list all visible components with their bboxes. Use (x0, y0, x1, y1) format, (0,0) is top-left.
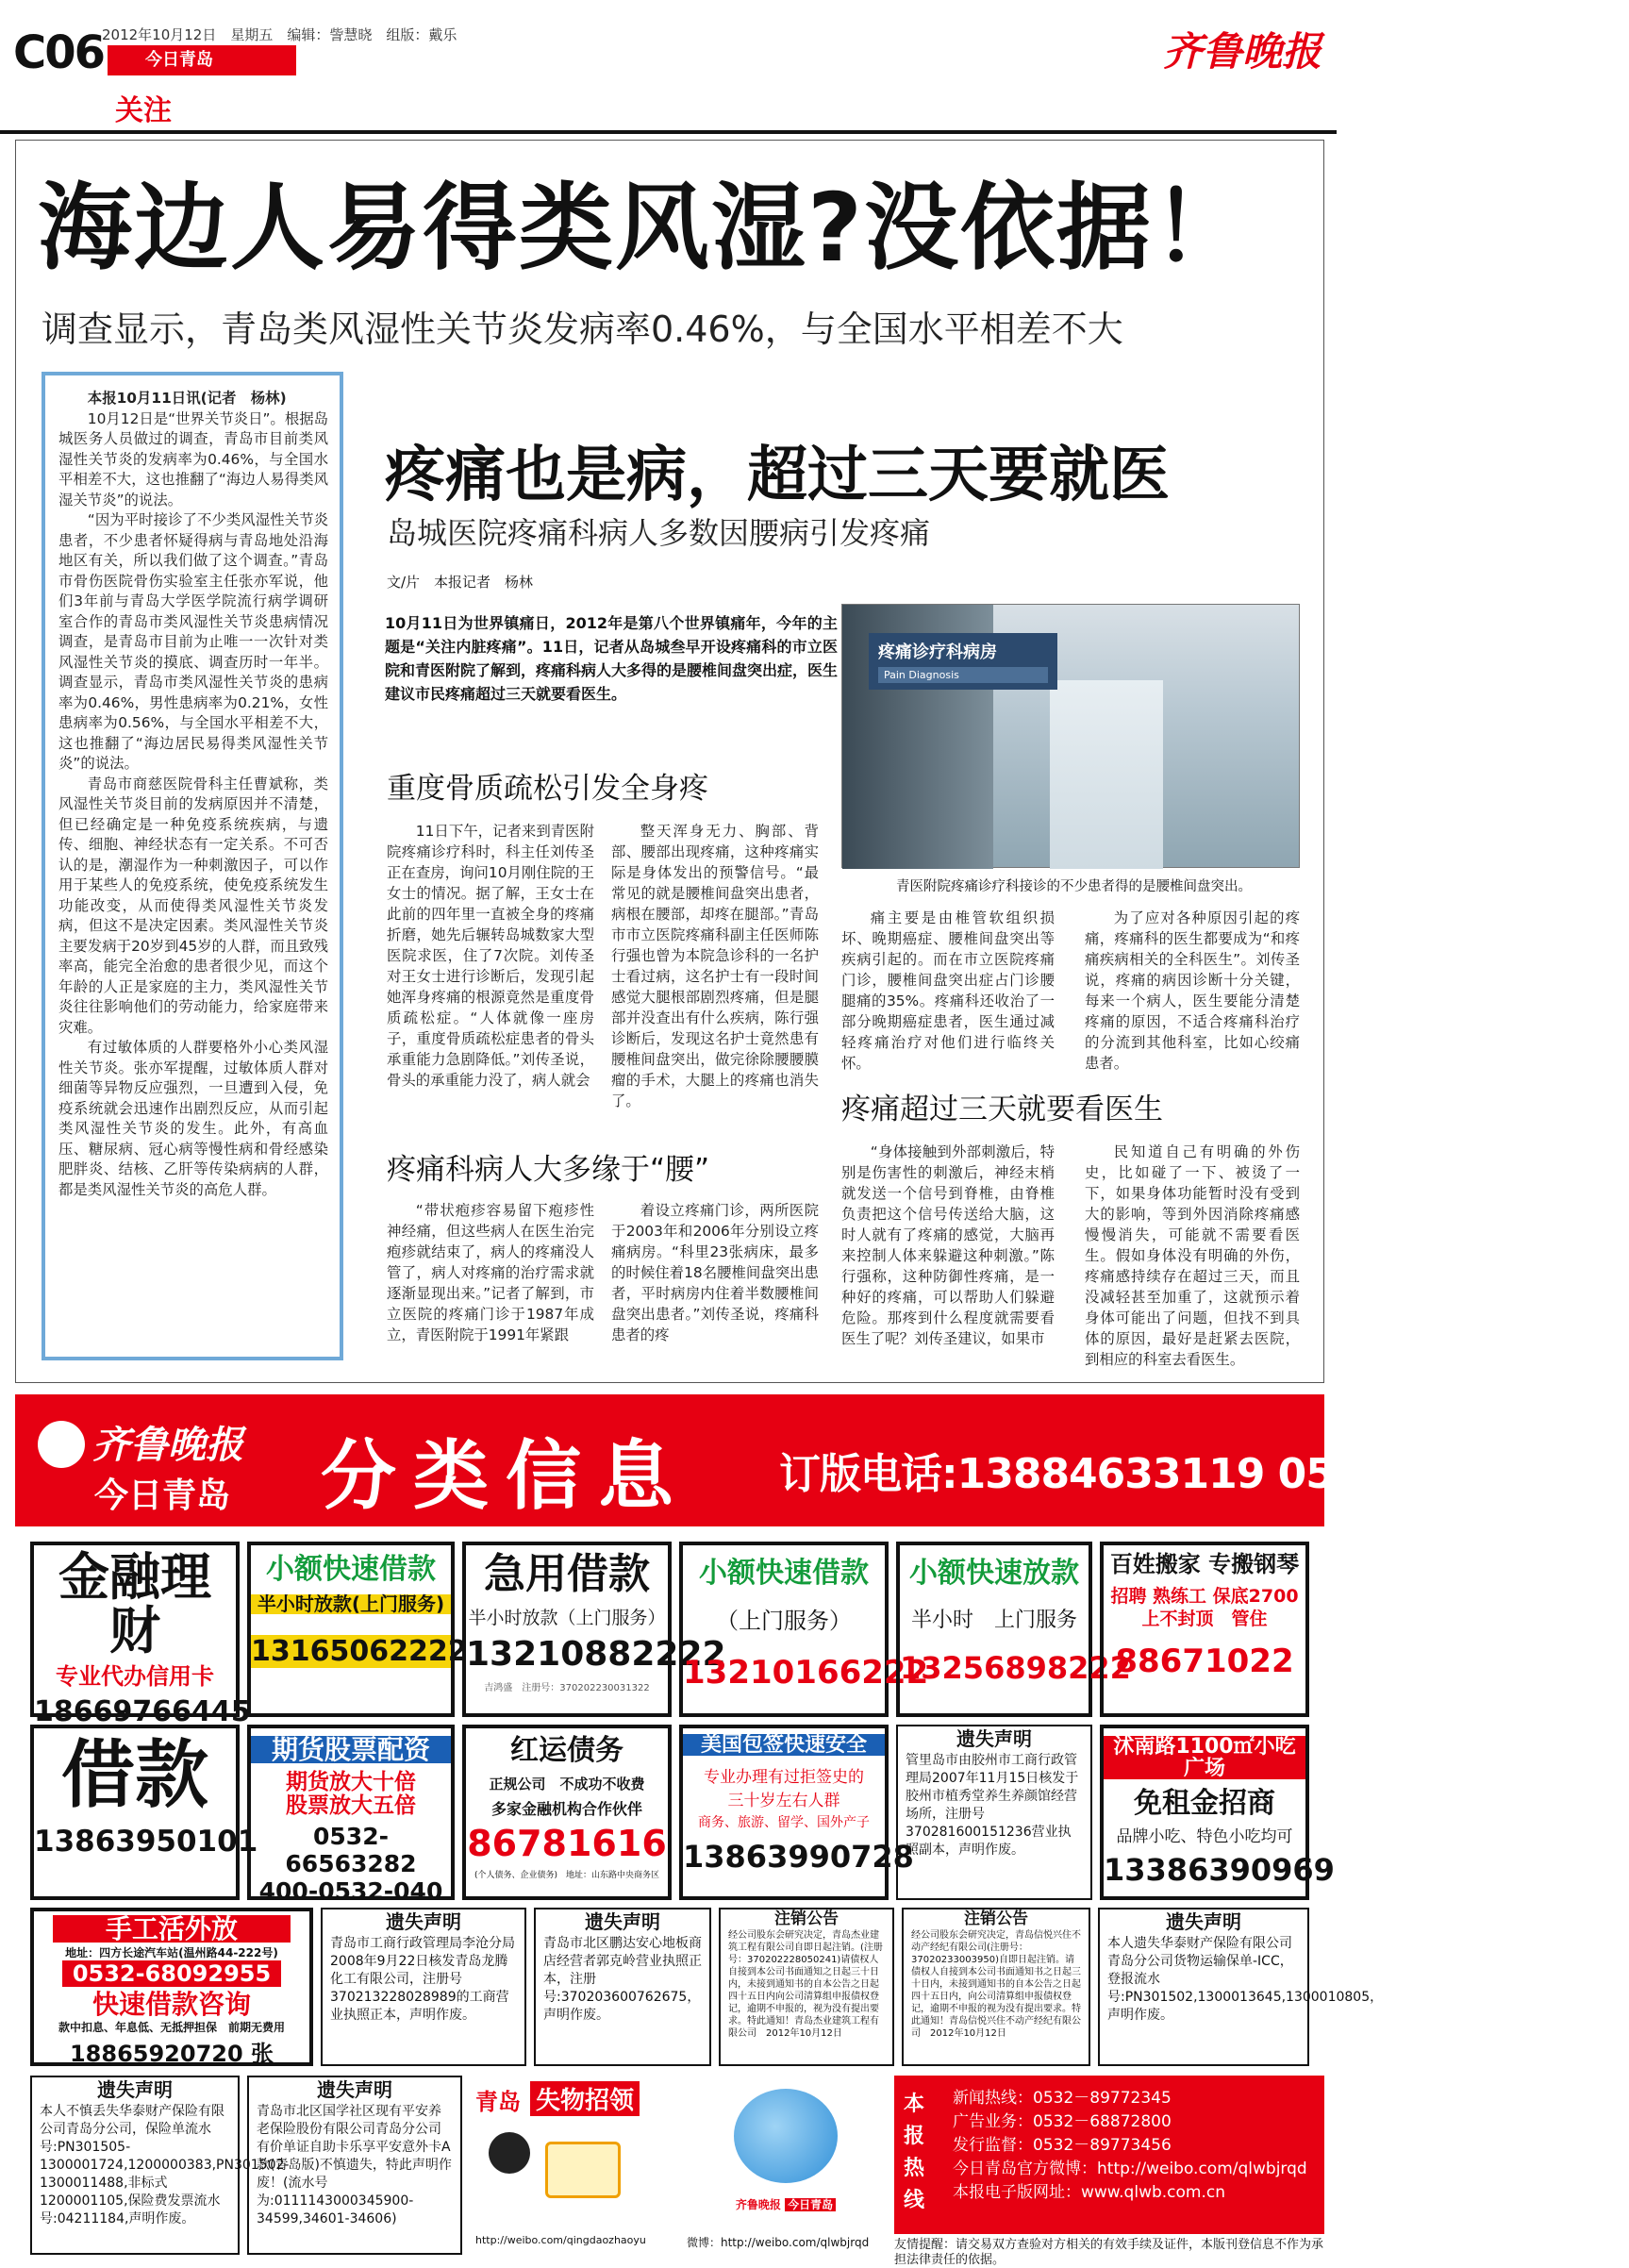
ad-line: 地址：四方长途汽车站(温州路44-222号) (65, 1946, 278, 1960)
sidebar-story (42, 372, 343, 1360)
bird-logo-icon (734, 2089, 838, 2183)
ad-phone: 13256898222 (900, 1649, 1131, 1686)
ad-phone: 0532-68092955 (62, 1960, 281, 1987)
notice-title: 注销公告 (964, 1909, 1028, 1928)
ad-line: 正规公司 不成功不收费 (489, 1775, 645, 1793)
classified-phone: 订版电话:13884633119 0532-81186679 (779, 1450, 1629, 1498)
story-subtitle: 岛城医院疼痛科病人多数因腰病引发疼痛 (387, 515, 931, 551)
hotline-item: 广告业务：0532－68872800 (953, 2112, 1172, 2131)
ad-title: 手工活外放 (53, 1915, 291, 1943)
notice-body: 本人遗失华泰财产保险有限公司青岛分公司货物运输保单-ICC，登报流水号:PN301502,1300013645,1300010805，声明作废。 (1107, 1936, 1384, 2023)
notice-body: 经公司股东会研究决定，青岛杰业建筑工程有限公司自即日起注销。(注册号：370202228050241)请债权人自接到本公司书面通知之日起三十日内，未接到通知书的自本公告之日起四十五日内向公司清算组申报债权登记，逾期不申报的，视为没有提出要求。特此通知！青岛杰业建筑工程有限公司 2012年10月12日 (728, 1930, 883, 2039)
ad-phone: 13863950101 (34, 1824, 258, 1859)
hotline-item: 新闻热线：0532－89772345 (953, 2089, 1172, 2108)
ad-moving (1100, 1542, 1309, 1717)
notice-body: 青岛市北区国学社区现有平安养老保险股份有限公司青岛分公司有价单证自助卡乐享平安意外卡A款(青岛版)不慎遗失，特此声明作废！(流水号为:0111143000345900-34599,34601-34606) (257, 2104, 452, 2226)
ad-title: 红运债务 (510, 1734, 623, 1767)
ad-title: 期货股票配资 (251, 1736, 451, 1763)
ad-phone: 0532-66563282 (285, 1822, 417, 1877)
byline: 文/片 本报记者 杨林 (387, 574, 534, 591)
section-heading: 重度骨质疏松引发全身疼 (387, 772, 708, 806)
notice-title: 遗失声明 (956, 1727, 1032, 1750)
notice-title: 注销公告 (774, 1909, 839, 1928)
article-column (611, 821, 819, 1132)
ad-url: 微博：http://weibo.com/qlwbjrqd (687, 2236, 870, 2249)
notice-body: 青岛市北区鹏达安心地板商店经营者郭克岭营业执照正本，注册号:370203600762675，声明作废。 (543, 1936, 702, 2023)
ad-line: 专业办理有过拒签史的 (704, 1768, 864, 1788)
ad-line: 专业代办信用卡 (56, 1663, 214, 1691)
page-number: C06 (13, 26, 105, 79)
ad-line: 多家金融机构合作伙伴 (490, 1799, 642, 1818)
ad-title: 金融理财 (58, 1547, 211, 1660)
article-column (387, 1200, 594, 1360)
ad-phone: 13863990728 (683, 1839, 914, 1876)
ad-loan-3 (679, 1542, 929, 1717)
ad-visa (679, 1725, 914, 1900)
ad-title: 沭南路1100㎡小吃广场 (1104, 1736, 1305, 1779)
notice-body: 管里岛市由胶州市工商行政管理局2007年11月15日核发于胶州市植秀堂养生养颜馆经营场所，注册号37028160015123​6营业执照副本，声明作废。 (906, 1753, 1079, 1858)
page-headline: 海边人易得类风湿?没依据！ (38, 173, 1250, 283)
ad-phone: 13165062222 (251, 1634, 468, 1668)
column-text: 痛主要是由椎管软组织损坏、晚期癌症、腰椎间盘突出等疾病引起的。而在市立医院疼痛门诊，腰椎间盘突出症占门诊腰腿痛的35%。疼痛科还收治了一部分晚期癌症患者，医生通过减轻疼痛治疗对他们进行临终关怀。 (841, 909, 1055, 1072)
notice-lost (30, 2076, 290, 2255)
column-text: “身体接触到外部刺激后，特别是伤害性的刺激后，神经末梢就发送一个信号到脊椎，由脊椎负责把这个信号传送给大脑，这时人就有了疼痛的感觉，大脑再来控制人体来躲避这种刺激。”陈行强称，这种防御性疼痛，是一种好的疼痛，可以帮助人们躲避危险。那疼到什么程度就需要看医生了呢？刘传圣建议，如果市 (841, 1143, 1055, 1347)
article-column (841, 1142, 1055, 1360)
notice-lost (896, 1725, 1092, 1900)
ad-handwork-loan (30, 1908, 313, 2066)
article-column (387, 821, 594, 1132)
ad-line: 款中扣息、年息低、无抵押担保 前期无费用 (58, 2020, 285, 2034)
ad-line: 期货放大十倍 (286, 1770, 416, 1795)
section-tag: 今日青岛 (108, 45, 296, 75)
ad-city: 青岛 (475, 2089, 521, 2115)
column-text: “带状疱疹容易留下疱疹性神经痛，但这些病人在医生治完疱疹就结束了，病人的疼痛没人管了，病人对疼痛的治疗需求就逐渐显现出来。”记者了解到，市立医院的疼痛门诊于1987年成立，青医附院于1991年紧跟 (387, 1202, 594, 1343)
ad-note: 吉鸿盛 注册号：370202230031322 (484, 1683, 650, 1694)
ad-line: 半小时放款（上门服务） (468, 1608, 666, 1629)
ad-line: 品牌小吃、特色小吃均可 (1116, 1826, 1293, 1846)
section-heading: 疼痛超过三天就要看医生 (841, 1092, 1163, 1126)
sun-logo-icon (38, 1421, 85, 1468)
ad-phone: 13386390969 (1104, 1851, 1335, 1888)
ad-borrow (30, 1725, 258, 1900)
ad-logo-text (715, 2196, 856, 2212)
ad-line: 招聘 熟练工 保底2700 (1110, 1586, 1299, 1608)
photo-corridor (1050, 680, 1163, 869)
ad-line: 免租金招商 (1134, 1787, 1275, 1821)
sidebar-paragraph: 有过敏体质的人群要格外小心类风湿性关节炎。张亦军提醒，过敏体质人群对细菌等异物反应强烈，一旦遭到入侵，免疫系统就会迅速作出剧烈反应，从而引起类风湿性关节炎的发生。此外，有高血压、糖尿病、冠心病等慢性病和骨经感染肥胖炎、结核、乙肝等传染病病的人群，都是类风湿性关节炎的高危人群。 (58, 1039, 328, 1198)
ad-weibo (687, 2076, 887, 2255)
notice-title: 遗失声明 (585, 1910, 660, 1933)
ad-title: 小额快速借款 (266, 1553, 436, 1586)
ad-phone: 88671022 (1115, 1643, 1294, 1681)
story-title: 疼痛也是病，超过三天要就医 (385, 441, 1170, 510)
notice-lost (321, 1908, 526, 2066)
ad-line: 半小时放款(上门服务) (251, 1594, 451, 1614)
cartoon-girl-icon (489, 2132, 530, 2174)
classified-logo (38, 1415, 274, 1515)
hotline-label: 本报热线 (904, 2093, 925, 2212)
ad-line: 股票放大五倍 (286, 1793, 416, 1818)
story-lead: 10月11日为世界镇痛日，2012年是第八个世界镇痛年，今年的主题是“关注内脏疼痛”。11日，记者从岛城叁早开设疼痛科的市立医院和青医附院了解到，疼痛科病人大多得的是腰椎间盘突出症，医生建议市民疼痛超过三天就要看医生。 (385, 614, 839, 703)
ad-line: 三十岁左右人群 (727, 1792, 840, 1811)
notice-title: 遗失声明 (386, 1910, 461, 1933)
section-heading: 疼痛科病人大多缘于“腰” (387, 1153, 710, 1187)
ad-snack-plaza (1100, 1725, 1335, 1900)
photo-caption: 青医附院疼痛诊疗科接诊的不少患者得的是腰椎间盘突出。 (896, 879, 1252, 894)
ad-loan-2 (462, 1542, 726, 1717)
classified-title: 分类信息 (321, 1432, 690, 1520)
ad-title: 小额快速借款 (699, 1557, 869, 1590)
column-text: 着设立疼痛门诊，两所医院于2003年和2006年分别设立疼痛病房。“科里23张病床，最多的时候住着18名腰椎间盘突出患者，平时病房内住着半数腰椎间盘突出患者。”刘传圣说，疼痛科患者的疼 (611, 1202, 819, 1343)
hotline-list (953, 2087, 1307, 2205)
sidebar-paragraph: “因为平时接诊了不少类风湿性关节炎患者，不少患者怀疑得病与青岛地处沿海地区有关，所以我们做了这个调查。”青岛市骨伤医院骨伤实验室主任张亦军说，他们3年前与青岛大学医学院流行病学调研室合作的青岛市类风湿性关节炎患病情况调查，是青岛市目前为止唯一一次针对类风湿性关节炎的摸底、调查历时一年半。调查显示，青岛市类风湿性关节炎的患病率为0.46%，男性患病率为0.21%，女性患病率为0.56%，与全国水平相差不大，这也推翻了“海边居民易得类风湿性关节炎”的说法。 (58, 511, 328, 772)
ad-line: （上门服务） (716, 1607, 852, 1634)
ad-phone: 86781616 (467, 1822, 667, 1864)
page-subheadline: 调查显示，青岛类风湿性关节炎发病率0.46%，与全国水平相差不大 (42, 309, 1123, 350)
ad-futures (247, 1725, 455, 1905)
ad-url: http://weibo.com/qingdaozhaoyu (475, 2234, 646, 2246)
header-divider (0, 130, 1337, 134)
newspaper-masthead: 齐鲁晚报 (1162, 28, 1321, 75)
ad-line: 商务、旅游、留学、国外产子 (698, 1815, 870, 1831)
ad-title: 失物招领 (530, 2081, 640, 2116)
ad-logo-a: 齐鲁晚报 (735, 2198, 781, 2211)
photo-sign (869, 633, 1057, 690)
ad-title: 小额快速放款 (909, 1557, 1079, 1590)
photo-sign-cn: 疼痛诊疗科病房 (878, 642, 997, 662)
ad-phone: 400-0532-040 (258, 1876, 443, 1905)
ad-line: 上不封顶 管住 (1141, 1609, 1268, 1630)
notice-lost (247, 2076, 462, 2255)
ad-line: 半小时 上门服务 (910, 1608, 1077, 1632)
notice-lost (534, 1908, 711, 2066)
ad-phone: 13210166222 (683, 1653, 929, 1692)
notice-body: 经公司股东会研究决定，青岛信悦兴住不动产经纪有限公司(注册号：37020233003950)自即日起注销。请债权人自接到本公司书面通知书之日起三十日内，未接到通知书的自本公告之日起四十五日内，向公司清算组申报债权登记，逾期不申报的视为没有提出要求。特此通知！青岛信悦兴住不动产经纪有限公司 2012年10月12日 (911, 1930, 1081, 2039)
ad-debt (462, 1725, 672, 1900)
notice-cancel (902, 1908, 1090, 2066)
ad-logo-b: 今日青岛 (785, 2198, 836, 2211)
hotline-item: 发行监督：0532－89773456 (953, 2136, 1172, 2155)
article-column (1085, 1142, 1300, 1368)
notice-body: 本人不慎丢失华泰财产保险有限公司青岛分公司，保险单流水号:PN301505-1300001724,1200000383,PN301502-1300011488,非标式1200001105,保险费发票流水号:04211184,声明作废。 (40, 2104, 290, 2226)
notice-lost (1098, 1908, 1384, 2066)
logo-subtext: 今日青岛 (94, 1476, 231, 1515)
column-text: 为了应对各种原因引起的疼痛，疼痛科的医生都要成为“和疼痛疾病相关的全科医生”。刘传圣说，疼痛的病因诊断十分关键，每来一个病人，医生要能分清楚疼痛的原因，不适合疼痛科治疗的分流到其他科室，比如心绞痛患者。 (1085, 909, 1300, 1072)
article-column (1085, 908, 1300, 1072)
photo-sign-en: Pain Diagnosis (878, 667, 1048, 683)
ad-title: 借款 (60, 1733, 208, 1818)
article-column (841, 908, 1055, 1072)
notice-title: 遗失声明 (317, 2078, 392, 2101)
news-photo (841, 604, 1300, 868)
column-text: 民知道自己有明确的外伤史，比如碰了一下、被烫了一下，如果身体功能暂时没有受到大的影响，等到外因消除疼痛感慢慢消失，可能就不需要看医生。假如身体没有明确的外伤，疼痛感持续存在超过三天，而且没减轻甚至加重了，这就预示着身体可能出了问题，但找不到具体的原因，最好是赶紧去医院，到相应的科室去看医生。 (1085, 1143, 1300, 1368)
ad-title: 快速借款咨询 (91, 1989, 251, 2021)
hotline-item: 今日青岛官方微博：http://weibo.com/qlwbjrqd (953, 2160, 1307, 2178)
disclaimer: 友情提醒：请交易双方查验对方相关的有效手续及证件，本版刊登信息不作为承担法律责任的依据。 (894, 2238, 1324, 2267)
ad-finance (30, 1542, 251, 1728)
ad-loan-1 (247, 1542, 468, 1717)
hotline-item: 本报电子版网址：www.qlwb.com.cn (953, 2183, 1225, 2202)
sidebar-paragraph: 10月12日是“世界关节炎日”。根据岛城医务人员做过的调查，青岛市目前类风湿性关节炎的发病率为0.46%，与全国水平相差不大，这也推翻了“海边人易得类风湿关节炎”的说法。 (58, 409, 328, 509)
sidebar-dateline: 本报10月11日讯(记者 杨林) (87, 390, 287, 407)
ad-lost-and-found (470, 2076, 679, 2255)
logo-text: 齐鲁晚报 (92, 1423, 243, 1467)
ad-loan-4 (896, 1542, 1131, 1717)
ad-phone: 13210882222 (466, 1635, 726, 1675)
column-text: 11日下午，记者来到青医附院疼痛诊疗科时，科主任刘传圣正在查房，询问10月刚住院的王女士的情况。据了解，王女士在此前的四年里一直被全身的疼痛折磨，她先后辗转岛城数家大型医院求医，住了7次院。刘传圣对王女士进行诊断后，发现引起她浑身疼痛的根源竟然是重度骨质疏松症。“人体就像一座房子，重度骨质疏松症患者的骨头承重能力急剧降低。”刘传圣说，骨头的承重能力没了，病人就会 (387, 823, 594, 1089)
ad-phone: 18865920720 张 (69, 2040, 274, 2067)
ad-note: (个人债务、企业债务) 地址：山东路中央商务区 (474, 1870, 660, 1880)
ad-phone: 18669766445 (34, 1694, 251, 1728)
section-name: 关注 (115, 94, 172, 127)
column-text: 整天浑身无力、胸部、背部、腰部出现疼痛，这种疼痛实际是身体发出的预警信号。“最常见的就是腰椎间盘突出患者，病根在腰部，却疼在腿部。”青岛市市立医院疼痛科副主任医师陈行强也曾为本院急诊科的一名护士看过病，这名护士有一段时间感觉大腿根部剧烈疼痛，但是腿部并没查出有什么疾病，陈行强诊断后，发现这名护士竟然患有腰椎间盘突出，做完徐除腰腰膜瘤的手术，大腿上的疼痛也消失了。 (611, 823, 819, 1109)
sidebar-paragraph: 青岛市商慈医院骨科主任曹斌称，类风湿性关节炎目前的发病原因并不清楚，但已经确定是一种免疫系统疾病，与遗传、细胞、神经状态有一定关系。不可否认的是，潮湿作为一种刺激因子，可以作用于某些人的免疫系统，使免疫系统发生功能改变，从而使得类风湿性关节炎发病，但这不是决定因素。类风湿性关节炎主要发病于20岁到45岁的人群，而且致残率高，能完全治愈的患者很少见，而这个年龄的人正是家庭的主力，类风湿性关节炎往往影响他们的劳动能力，给家庭带来灾难。 (58, 775, 328, 1036)
notice-cancel (719, 1908, 894, 2066)
ad-title: 百姓搬家 专搬钢琴 (1109, 1551, 1300, 1577)
notice-title: 遗失声明 (97, 2078, 173, 2101)
ad-title: 美国包签快速安全 (683, 1734, 885, 1756)
ad-title: 急用借款 (484, 1550, 650, 1598)
notice-body: 青岛市工商行政管理局李沧分局2008年9月22日核发青岛龙腾化工有限公司，注册号370213228028989的工商营业执照正本，声明作废。 (330, 1936, 515, 2023)
article-column (611, 1200, 819, 1360)
notice-title: 遗失声明 (1166, 1910, 1241, 1933)
basket-icon (545, 2142, 621, 2198)
hotline-box (894, 2076, 1324, 2234)
issue-meta: 2012年10月12日 星期五 编辑：訾慧晓 组版：戴乐 (102, 26, 457, 43)
